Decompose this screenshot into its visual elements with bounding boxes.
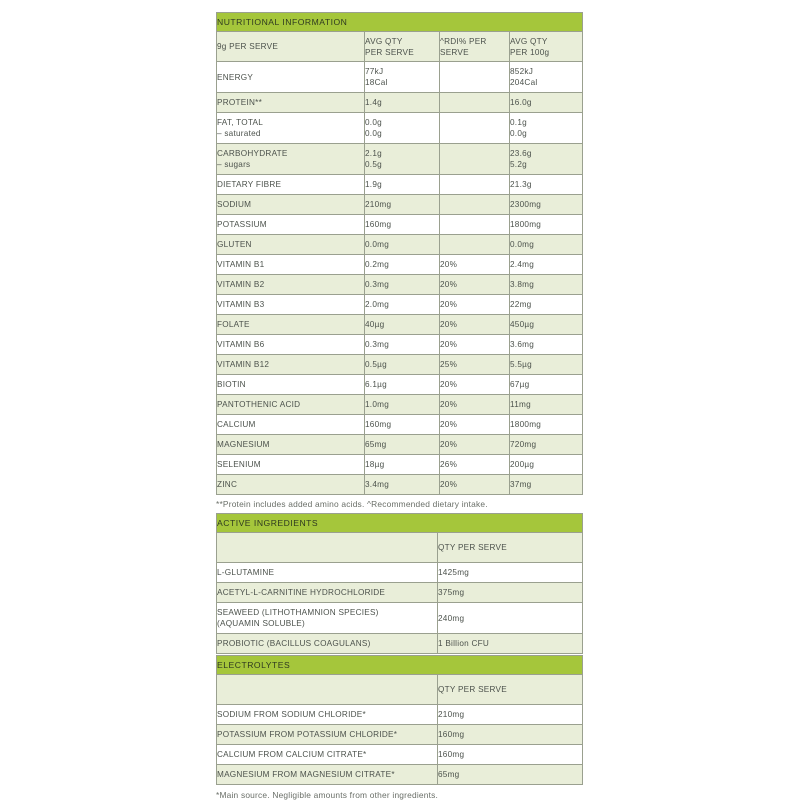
- nutrition-col-avg-qty-per-100g-line2: PER 100g: [510, 47, 550, 57]
- nutrient-rdi-percent: [440, 113, 510, 144]
- electrolyte-name-line1: SODIUM FROM SODIUM CHLORIDE*: [217, 710, 366, 719]
- nutrient-rdi-percent: [440, 375, 510, 395]
- nutrition-footnote: **Protein includes added amino acids. ^Recommended dietary intake.: [216, 499, 488, 509]
- nutrition-col-rdi-per-serve-line1: ^RDI% PER: [440, 36, 487, 46]
- nutrient-name: [217, 275, 365, 295]
- nutrient-per-serve-line1: 1.9g: [365, 180, 382, 189]
- nutrient-per-100g-line1: 22mg: [510, 300, 532, 309]
- nutrient-per-100g: [510, 62, 583, 93]
- nutrient-per-serve-line1: 1.0mg: [365, 400, 390, 409]
- nutrient-per-100g-line1: 720mg: [510, 440, 537, 449]
- nutrient-rdi-percent: [440, 355, 510, 375]
- nutrition-col-avg-qty-per-100g: [510, 32, 583, 62]
- nutrient-name-line1: FOLATE: [217, 320, 250, 329]
- active-ingredients-section: [216, 513, 582, 654]
- nutrient-name: [217, 295, 365, 315]
- nutrient-name-line1: CALCIUM: [217, 420, 256, 429]
- table-row: [217, 144, 583, 175]
- nutrient-name: [217, 475, 365, 495]
- table-row: [217, 235, 583, 255]
- nutrient-rdi-percent: [440, 475, 510, 495]
- nutrient-per-100g-line1: 852kJ: [510, 67, 534, 76]
- active-ingredient-qty-line1: 1 Billion CFU: [438, 639, 490, 648]
- nutrient-per-100g-line1: 21.3g: [510, 180, 532, 189]
- nutritional-information-table: [216, 12, 583, 495]
- nutrient-rdi-percent: [440, 144, 510, 175]
- nutrient-per-serve: [365, 175, 440, 195]
- nutrient-name-line1: VITAMIN B2: [217, 280, 265, 289]
- nutrient-per-serve: [365, 144, 440, 175]
- table-row: [217, 113, 583, 144]
- nutrient-per-serve-line1: 0.3mg: [365, 280, 390, 289]
- active-ingredient-name-line1: ACETYL-L-CARNITINE HYDROCHLORIDE: [217, 588, 386, 597]
- nutrient-per-100g: [510, 175, 583, 195]
- nutrient-rdi-percent: [440, 415, 510, 435]
- nutrition-banner-title: NUTRITIONAL INFORMATION: [217, 13, 583, 32]
- nutrient-rdi-percent: [440, 62, 510, 93]
- nutrient-per-serve: [365, 62, 440, 93]
- nutrient-name: [217, 335, 365, 355]
- nutrient-per-serve: [365, 255, 440, 275]
- nutrient-per-serve: [365, 455, 440, 475]
- nutrient-per-100g: [510, 435, 583, 455]
- table-row: [217, 315, 583, 335]
- active-ingredient-name: [217, 634, 438, 654]
- nutrient-per-serve: [365, 415, 440, 435]
- nutrient-per-100g: [510, 395, 583, 415]
- table-row: [217, 705, 583, 725]
- nutrition-col-avg-qty-per-100g-line1: AVG QTY: [510, 36, 548, 46]
- nutrient-per-100g: [510, 355, 583, 375]
- nutrient-name: [217, 395, 365, 415]
- active-ingredient-qty: [438, 634, 583, 654]
- electrolyte-name: [217, 725, 438, 745]
- nutrition-col-serve-size: [217, 32, 365, 62]
- nutrient-rdi-percent-line1: 20%: [440, 280, 458, 289]
- nutrient-rdi-percent-line1: 20%: [440, 480, 458, 489]
- nutrient-per-serve: [365, 335, 440, 355]
- nutrient-per-100g-line1: 200µg: [510, 460, 535, 469]
- nutrient-rdi-percent-line1: 20%: [440, 320, 458, 329]
- active-ingredient-name-line1: SEAWEED (LITHOTHAMNION SPECIES): [217, 608, 379, 617]
- table-row: [217, 62, 583, 93]
- nutrient-per-100g: [510, 275, 583, 295]
- nutrient-name: [217, 195, 365, 215]
- table-row: [217, 395, 583, 415]
- nutrition-col-rdi-per-serve-line2: SERVE: [440, 47, 469, 57]
- nutrient-name-line1: VITAMIN B1: [217, 260, 265, 269]
- electrolyte-qty: [438, 725, 583, 745]
- nutrient-per-100g: [510, 235, 583, 255]
- nutrient-per-100g-line1: 11mg: [510, 400, 531, 409]
- nutrient-per-serve: [365, 395, 440, 415]
- nutrient-name-line1: ZINC: [217, 480, 238, 489]
- nutrient-per-100g-line1: 0.1g: [510, 118, 527, 127]
- nutrient-per-100g-line1: 23.6g: [510, 149, 532, 158]
- nutrient-per-100g-line2: 5.2g: [510, 160, 527, 169]
- electrolyte-name-line1: CALCIUM FROM CALCIUM CITRATE*: [217, 750, 367, 759]
- table-row: [217, 725, 583, 745]
- nutrient-per-100g: [510, 255, 583, 275]
- nutrient-name-line1: BIOTIN: [217, 380, 246, 389]
- nutrient-per-100g: [510, 375, 583, 395]
- nutrient-name: [217, 355, 365, 375]
- nutrient-per-100g: [510, 455, 583, 475]
- nutrient-per-100g: [510, 335, 583, 355]
- nutrient-per-serve-line1: 40µg: [365, 320, 385, 329]
- table-row: [217, 175, 583, 195]
- nutrient-rdi-percent: [440, 235, 510, 255]
- nutrient-per-serve-line1: 1.4g: [365, 98, 382, 107]
- nutrient-rdi-percent: [440, 455, 510, 475]
- nutrient-per-serve-line1: 65mg: [365, 440, 387, 449]
- nutrient-per-serve: [365, 93, 440, 113]
- table-row: [217, 455, 583, 475]
- table-row: [217, 765, 583, 785]
- active-ingredient-name: [217, 583, 438, 603]
- nutrient-per-serve: [365, 235, 440, 255]
- nutrient-per-100g-line2: 0.0g: [510, 129, 527, 138]
- nutrient-name: [217, 235, 365, 255]
- nutrition-banner-row: [217, 13, 583, 32]
- nutrition-col-avg-qty-per-serve-line2: PER SERVE: [365, 47, 414, 57]
- electrolyte-name-line1: POTASSIUM FROM POTASSIUM CHLORIDE*: [217, 730, 398, 739]
- nutrient-rdi-percent: [440, 93, 510, 113]
- electrolytes-table: [216, 655, 583, 785]
- nutrient-name-line2: – sugars: [217, 160, 251, 169]
- nutrient-name-line1: VITAMIN B12: [217, 360, 270, 369]
- table-row: [217, 583, 583, 603]
- nutrient-name-line1: ENERGY: [217, 72, 254, 82]
- electrolyte-qty-line1: 210mg: [438, 710, 465, 719]
- nutrient-name-line1: SODIUM: [217, 200, 252, 209]
- electrolyte-name: [217, 745, 438, 765]
- nutrient-per-100g-line1: 67µg: [510, 380, 530, 389]
- active-ingredient-qty-line1: 375mg: [438, 588, 465, 597]
- table-row: [217, 195, 583, 215]
- nutrient-per-serve-line1: 160mg: [365, 420, 392, 429]
- nutrient-per-100g: [510, 295, 583, 315]
- electrolyte-qty-line1: 160mg: [438, 730, 465, 739]
- nutrient-name-line1: VITAMIN B3: [217, 300, 265, 309]
- active-ingredients-table: [216, 513, 583, 654]
- nutrient-name: [217, 175, 365, 195]
- electrolytes-col-qty-per-serve: QTY PER SERVE: [438, 675, 583, 705]
- active-ingredient-name-line2: (AQUAMIN SOLUBLE): [217, 619, 305, 628]
- table-row: [217, 335, 583, 355]
- electrolyte-qty-line1: 65mg: [438, 770, 460, 779]
- nutrient-per-serve-line2: 18Cal: [365, 78, 388, 87]
- nutrition-col-avg-qty-per-serve: [365, 32, 440, 62]
- nutrition-col-serve-size-line1: 9g PER SERVE: [217, 42, 279, 51]
- nutrient-rdi-percent: [440, 295, 510, 315]
- nutrient-per-100g-line2: 204Cal: [510, 78, 538, 87]
- table-row: [217, 745, 583, 765]
- electrolytes-column-header-row: [217, 675, 583, 705]
- nutrient-rdi-percent-line1: 20%: [440, 420, 458, 429]
- nutrient-per-100g-line1: 1800mg: [510, 420, 542, 429]
- nutrient-rdi-percent: [440, 315, 510, 335]
- electrolytes-section: [216, 655, 582, 800]
- electrolytes-footnote: *Main source. Negligible amounts from other ingredients.: [216, 790, 439, 800]
- nutrient-per-serve-line1: 0.3mg: [365, 340, 390, 349]
- table-row: [217, 415, 583, 435]
- nutrient-name: [217, 415, 365, 435]
- nutrient-per-serve: [365, 475, 440, 495]
- nutrient-rdi-percent: [440, 215, 510, 235]
- nutrient-rdi-percent: [440, 195, 510, 215]
- electrolyte-name-line1: MAGNESIUM FROM MAGNESIUM CITRATE*: [217, 770, 395, 779]
- nutrient-rdi-percent-line1: 20%: [440, 440, 458, 449]
- nutrient-name: [217, 375, 365, 395]
- nutrient-rdi-percent: [440, 435, 510, 455]
- nutrient-per-serve: [365, 113, 440, 144]
- nutrient-per-100g-line1: 0.0mg: [510, 240, 535, 249]
- nutrient-per-100g-line1: 37mg: [510, 480, 532, 489]
- nutrient-name: [217, 215, 365, 235]
- electrolyte-qty: [438, 765, 583, 785]
- nutrient-per-serve-line1: 2.0mg: [365, 300, 390, 309]
- nutrient-per-serve: [365, 315, 440, 335]
- table-row: [217, 563, 583, 583]
- nutrient-name-line1: PANTOTHENIC ACID: [217, 400, 301, 409]
- nutrient-per-serve: [365, 435, 440, 455]
- nutrient-per-serve-line1: 0.0g: [365, 118, 382, 127]
- active-col-blank: [217, 533, 438, 563]
- electrolytes-banner-row: [217, 656, 583, 675]
- nutrient-per-100g-line1: 450µg: [510, 320, 535, 329]
- nutrient-rdi-percent: [440, 335, 510, 355]
- table-row: [217, 603, 583, 634]
- nutrient-per-100g-line1: 5.5µg: [510, 360, 532, 369]
- active-ingredient-qty-line1: 240mg: [438, 613, 465, 623]
- table-row: [217, 275, 583, 295]
- table-row: [217, 295, 583, 315]
- nutrient-per-serve-line1: 160mg: [365, 220, 392, 229]
- nutrition-column-header-row: [217, 32, 583, 62]
- nutrient-rdi-percent-line1: 20%: [440, 400, 458, 409]
- nutrient-name-line2: – saturated: [217, 129, 261, 138]
- nutrient-name: [217, 113, 365, 144]
- nutrient-rdi-percent: [440, 255, 510, 275]
- nutrition-col-avg-qty-per-serve-line1: AVG QTY: [365, 36, 403, 46]
- active-banner-row: [217, 514, 583, 533]
- nutrient-per-serve: [365, 295, 440, 315]
- nutrient-rdi-percent-line1: 26%: [440, 460, 458, 469]
- nutrient-per-100g: [510, 215, 583, 235]
- nutrition-col-rdi-per-serve: [440, 32, 510, 62]
- nutrient-rdi-percent-line1: 20%: [440, 380, 458, 389]
- electrolyte-qty: [438, 745, 583, 765]
- electrolyte-name: [217, 705, 438, 725]
- electrolytes-banner-title: ELECTROLYTES: [217, 656, 583, 675]
- nutrient-name-line1: POTASSIUM: [217, 220, 267, 229]
- nutrient-rdi-percent-line1: 25%: [440, 360, 458, 369]
- nutrient-per-100g: [510, 144, 583, 175]
- nutrient-per-serve: [365, 195, 440, 215]
- table-row: [217, 435, 583, 455]
- active-ingredient-name-line1: PROBIOTIC (BACILLUS COAGULANS): [217, 639, 371, 648]
- nutrient-name: [217, 455, 365, 475]
- nutrient-per-serve-line1: 0.5µg: [365, 360, 387, 369]
- nutrient-per-100g: [510, 415, 583, 435]
- nutrient-per-serve-line1: 2.1g: [365, 149, 382, 158]
- active-ingredient-name: [217, 563, 438, 583]
- nutrient-per-100g-line1: 2300mg: [510, 200, 542, 209]
- nutrient-name-line1: GLUTEN: [217, 240, 252, 249]
- nutrient-per-serve: [365, 355, 440, 375]
- table-row: [217, 475, 583, 495]
- nutrient-per-100g: [510, 475, 583, 495]
- nutrient-per-serve-line1: 77kJ: [365, 67, 384, 76]
- nutrient-per-100g: [510, 315, 583, 335]
- nutrient-rdi-percent-line1: 20%: [440, 300, 458, 309]
- active-ingredient-name: [217, 603, 438, 634]
- nutrient-name: [217, 435, 365, 455]
- electrolyte-qty: [438, 705, 583, 725]
- nutrient-per-100g-line1: 3.8mg: [510, 280, 535, 289]
- active-ingredient-qty: [438, 563, 583, 583]
- nutrient-per-serve-line1: 0.2mg: [365, 260, 390, 269]
- nutrient-per-serve: [365, 375, 440, 395]
- nutrient-rdi-percent: [440, 275, 510, 295]
- active-ingredient-name-line1: L-GLUTAMINE: [217, 568, 275, 577]
- nutrient-rdi-percent-line1: 20%: [440, 260, 458, 269]
- nutrient-name-line1: CARBOHYDRATE: [217, 149, 288, 158]
- nutrient-rdi-percent-line1: 20%: [440, 340, 458, 349]
- active-column-header-row: [217, 533, 583, 563]
- nutrient-per-serve-line1: 210mg: [365, 200, 392, 209]
- nutrient-name-line1: FAT, TOTAL: [217, 118, 264, 127]
- nutrient-rdi-percent: [440, 395, 510, 415]
- nutrient-per-serve: [365, 275, 440, 295]
- table-row: [217, 255, 583, 275]
- electrolyte-name: [217, 765, 438, 785]
- nutrient-per-100g-line1: 3.6mg: [510, 340, 535, 349]
- active-col-qty-per-serve: QTY PER SERVE: [438, 533, 583, 563]
- nutrient-per-100g: [510, 113, 583, 144]
- nutrient-name: [217, 255, 365, 275]
- active-ingredient-qty-line1: 1425mg: [438, 568, 470, 577]
- nutrient-name: [217, 315, 365, 335]
- nutrient-per-serve-line1: 18µg: [365, 460, 385, 469]
- table-row: [217, 634, 583, 654]
- table-row: [217, 215, 583, 235]
- table-row: [217, 93, 583, 113]
- nutrient-name: [217, 93, 365, 113]
- nutrient-per-100g: [510, 93, 583, 113]
- nutrient-rdi-percent: [440, 175, 510, 195]
- nutrient-per-serve-line2: 0.5g: [365, 160, 382, 169]
- nutrient-per-100g-line1: 2.4mg: [510, 260, 535, 269]
- nutrient-per-serve-line2: 0.0g: [365, 129, 382, 138]
- electrolyte-qty-line1: 160mg: [438, 750, 465, 759]
- nutrient-name-line1: PROTEIN**: [217, 98, 263, 107]
- nutrient-name-line1: MAGNESIUM: [217, 440, 270, 449]
- nutrient-per-serve-line1: 3.4mg: [365, 480, 390, 489]
- nutritional-information-section: [216, 12, 582, 509]
- nutrient-name-line1: DIETARY FIBRE: [217, 180, 282, 189]
- active-banner-title: ACTIVE INGREDIENTS: [217, 514, 583, 533]
- nutrient-name: [217, 144, 365, 175]
- nutrient-per-serve-line1: 0.0mg: [365, 240, 390, 249]
- nutrient-name-line1: VITAMIN B6: [217, 340, 265, 349]
- active-ingredient-qty: [438, 583, 583, 603]
- nutrient-per-100g-line1: 16.0g: [510, 98, 532, 107]
- nutrient-per-100g: [510, 195, 583, 215]
- nutrient-name: [217, 62, 365, 93]
- active-ingredient-qty: [438, 603, 583, 634]
- nutrient-per-100g-line1: 1800mg: [510, 220, 542, 229]
- nutrient-name-line1: SELENIUM: [217, 460, 261, 469]
- table-row: [217, 375, 583, 395]
- nutrient-per-serve: [365, 215, 440, 235]
- table-row: [217, 355, 583, 375]
- electrolytes-col-blank: [217, 675, 438, 705]
- nutrient-per-serve-line1: 6.1µg: [365, 380, 387, 389]
